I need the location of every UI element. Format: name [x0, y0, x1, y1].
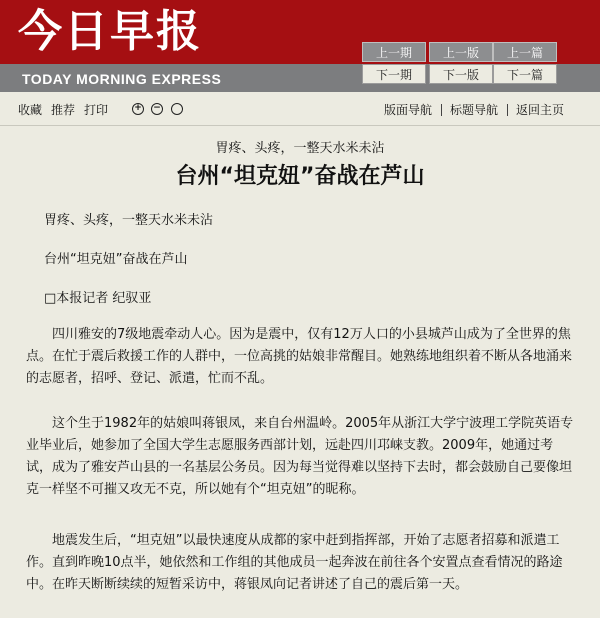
newspaper-logo: 今日早报	[18, 6, 202, 57]
next-issue-button[interactable]: 下一期	[362, 64, 426, 84]
article-paragraph: 地震发生后，“坦克妞”以最快速度从成都的家中赶到指挥部，开始了志愿者招募和派遣工作。直到昨晚10点半，她依然和工作组的其他成员一起奔波在前往各个安置点查看情况的路途中。在昨天断断续续的短暂采访中，蒋银凤向记者讲述了自己的震后第一天。	[26, 533, 563, 592]
toolbar-divider	[507, 104, 508, 116]
zoom-reset-icon[interactable]	[171, 103, 183, 115]
page-nav-link[interactable]: 版面导航	[384, 103, 433, 117]
print-link[interactable]: 打印	[84, 103, 109, 117]
zoom-out-icon[interactable]: −	[151, 103, 163, 115]
toolbar-divider	[441, 104, 442, 116]
article-kicker-repeat: 胃疼、头疼，一整天水米未沾	[44, 213, 214, 228]
collect-link[interactable]: 收藏	[18, 103, 43, 117]
title-nav-link[interactable]: 标题导航	[450, 103, 499, 117]
zoom-in-icon[interactable]: +	[132, 103, 144, 115]
article-byline: □本报记者 纪驭亚	[44, 291, 152, 306]
prev-issue-button[interactable]: 上一期	[362, 42, 426, 62]
next-article-button[interactable]: 下一篇	[493, 64, 557, 84]
article-headline: 台州“坦克妞”奋战在芦山	[175, 164, 425, 189]
home-link[interactable]: 返回主页	[516, 103, 565, 117]
article-kicker: 胃疼、头疼，一整天水米未沾	[215, 141, 385, 156]
prev-page-button[interactable]: 上一版	[429, 42, 493, 62]
masthead-banner	[0, 0, 600, 92]
article-headline-repeat: 台州“坦克妞”奋战在芦山	[44, 252, 188, 267]
recommend-link[interactable]: 推荐	[51, 103, 76, 117]
newspaper-subtitle: TODAY MORNING EXPRESS	[22, 71, 222, 87]
prev-article-button[interactable]: 上一篇	[493, 42, 557, 62]
toolbar	[0, 92, 600, 126]
next-page-button[interactable]: 下一版	[429, 64, 493, 84]
article-paragraph: 四川雅安的7级地震牵动人心。因为是震中，仅有12万人口的小县城芦山成为了全世界的焦点。在忙于震后救援工作的人群中，一位高挑的姑娘非常醒目。她熟练地组织着不断从各地涌来的志愿者，招呼、登记、派遣，忙而不乱。	[26, 327, 573, 386]
article-paragraph: 这个生于1982年的姑娘叫蒋银凤，来自台州温岭。2005年从浙江大学宁波理工学院英语专业毕业后，她参加了全国大学生志愿服务西部计划，远赴四川邛崃支教。2009年，她通过考试，成为了雅安芦山县的一名基层公务员。因为每当觉得难以坚持下去时，都会鼓励自己要像坦克一样坚不可摧又攻无不克，所以她有个“坦克妞”的昵称。	[26, 416, 574, 497]
